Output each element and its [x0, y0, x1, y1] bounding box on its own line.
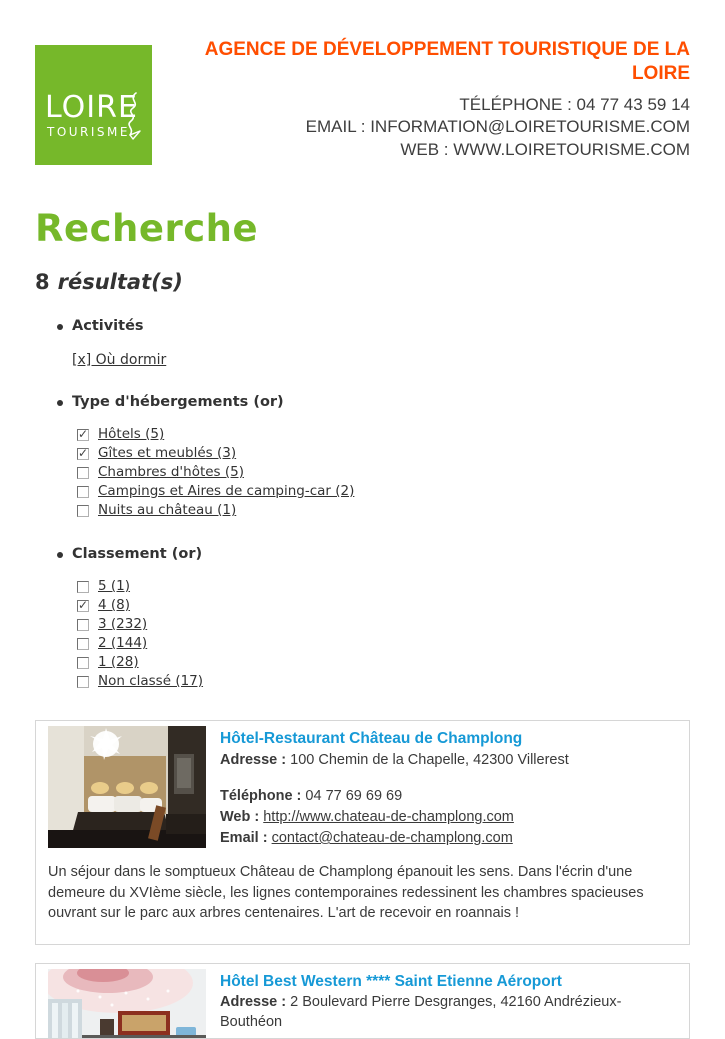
filter-option-5-stars: [77, 577, 690, 596]
checkbox-nuits-chateau[interactable]: [77, 505, 89, 517]
filter-link-1-star[interactable]: 1 (28): [98, 654, 139, 670]
agency-phone: TÉLÉPHONE : 04 77 43 59 14: [459, 94, 690, 114]
filter-link-gites[interactable]: Gîtes et meublés (3): [98, 445, 237, 461]
agency-title: AGENCE DE DÉVELOPPEMENT TOURISTIQUE DE LA LOIRE: [204, 39, 690, 84]
agency-web: WEB : WWW.LOIRETOURISME.COM: [400, 140, 690, 160]
result-count-number: 8: [35, 270, 50, 294]
address-label: Adresse :: [220, 994, 287, 1011]
filters-list: [35, 318, 690, 691]
email-link[interactable]: contact@chateau-de-champlong.com: [271, 829, 513, 846]
filter-section-activities: [35, 318, 690, 368]
filter-heading-classification: Classement (or): [72, 546, 203, 562]
result-count: [35, 270, 690, 294]
result-info: [220, 969, 677, 1039]
checkbox-4-stars[interactable]: [77, 600, 89, 612]
result-address: [220, 993, 677, 1031]
result-description: Un séjour dans le somptueux Château de Champlong épanouit les sens. Dans l'écrin d'une demeure du XVIème siècle, les lignes contemporaines redessinent les chambres spacieuses ouvrant sur le parc aux arbres centenaires. L'art de recevoir en roannais !: [48, 864, 644, 922]
agency-email: EMAIL : INFORMATION@LOIRETOURISME.COM: [305, 117, 690, 137]
filter-link-chambres[interactable]: Chambres d'hôtes (5): [98, 464, 245, 480]
filter-link-hotels[interactable]: Hôtels (5): [98, 426, 165, 442]
bird-sketch-icon: [120, 91, 146, 145]
result-phone: [220, 787, 569, 806]
filter-link-5-stars[interactable]: 5 (1): [98, 578, 131, 594]
checkbox-1-star[interactable]: [77, 657, 89, 669]
filter-link-2-stars[interactable]: 2 (144): [98, 635, 148, 651]
filter-heading-activities: Activités: [72, 318, 144, 334]
filter-heading-accommodation: Type d'hébergements (or): [72, 394, 284, 410]
results-list: [35, 720, 690, 1039]
checkbox-non-classe[interactable]: [77, 676, 89, 688]
loire-tourisme-logo: [35, 45, 152, 165]
filter-option-chambres: [77, 463, 690, 482]
filter-option-4-stars: [77, 596, 690, 615]
checkbox-2-stars[interactable]: [77, 638, 89, 650]
filter-option-3-stars: [77, 615, 690, 634]
page-title: Recherche: [35, 207, 259, 250]
hotel-photo-lobby: [48, 969, 206, 1039]
filter-link-campings[interactable]: Campings et Aires de camping-car (2): [98, 483, 355, 499]
logo-text-loire: LOIRE: [45, 90, 138, 125]
result-card-best-western: [35, 963, 690, 1039]
phone-label: Téléphone :: [220, 787, 302, 804]
result-count-label: résultat(s): [57, 270, 183, 294]
filter-option-non-classe: [77, 672, 690, 691]
filter-section-accommodation: [35, 394, 690, 520]
result-title-link[interactable]: Hôtel Best Western **** Saint Etienne Aéroport: [220, 972, 562, 990]
result-info: [220, 726, 569, 848]
result-address: [220, 751, 569, 770]
checkbox-hotels[interactable]: [77, 429, 89, 441]
checkbox-3-stars[interactable]: [77, 619, 89, 631]
web-label: Web :: [220, 808, 260, 825]
logo-text-tourisme: TOURISME: [47, 125, 130, 139]
filter-link-nuits-chateau[interactable]: Nuits au château (1): [98, 502, 237, 518]
filter-option-gites: [77, 444, 690, 463]
header: [35, 0, 690, 165]
checkbox-campings[interactable]: [77, 486, 89, 498]
filter-option-hotels: [77, 425, 690, 444]
address-label: Adresse :: [220, 751, 287, 768]
filter-option-1-star: [77, 653, 690, 672]
result-web: [220, 808, 569, 827]
filter-option-nuits-chateau: [77, 501, 690, 520]
active-filter-ou-dormir[interactable]: [x] Où dormir: [72, 352, 167, 368]
filter-link-3-stars[interactable]: 3 (232): [98, 616, 148, 632]
checkbox-chambres[interactable]: [77, 467, 89, 479]
address-value: 100 Chemin de la Chapelle, 42300 Villerest: [290, 751, 569, 768]
phone-value: 04 77 69 69 69: [305, 787, 403, 804]
filter-option-campings: [77, 482, 690, 501]
filter-link-non-classe[interactable]: Non classé (17): [98, 673, 204, 689]
checkbox-gites[interactable]: [77, 448, 89, 460]
filter-link-4-stars[interactable]: 4 (8): [98, 597, 131, 613]
result-title-link[interactable]: Hôtel-Restaurant Château de Champlong: [220, 730, 523, 747]
header-contact-block: [152, 38, 690, 162]
email-label: Email :: [220, 829, 268, 846]
filter-section-classification: [35, 546, 690, 691]
address-value: 2 Boulevard Pierre Desgranges, 42160 Andrézieux-Bouthéon: [220, 994, 622, 1030]
result-card-champlong: [35, 720, 690, 945]
result-email: [220, 829, 569, 848]
checkbox-5-stars[interactable]: [77, 581, 89, 593]
web-link[interactable]: http://www.chateau-de-champlong.com: [263, 808, 514, 825]
filter-option-2-stars: [77, 634, 690, 653]
hotel-photo-bedroom: [48, 726, 206, 848]
